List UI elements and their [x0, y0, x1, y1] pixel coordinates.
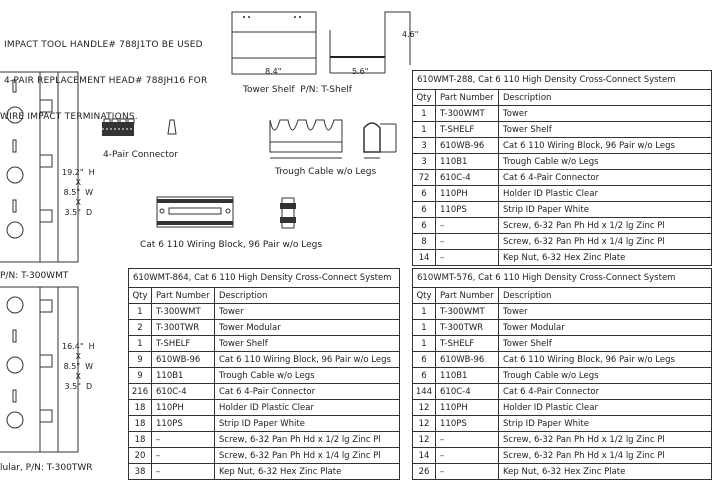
description-cell: Tower Shelf	[499, 336, 712, 352]
qty-cell: 26	[413, 464, 436, 480]
bom-row	[413, 202, 712, 218]
qty-cell: 18	[129, 432, 152, 448]
bom-row	[413, 416, 712, 432]
description-cell: Trough Cable w/o Legs	[499, 154, 712, 170]
description-cell: Cat 6 110 Wiring Block, 96 Pair w/o Legs	[499, 138, 712, 154]
description-cell: Cat 6 110 Wiring Block, 96 Pair w/o Legs	[215, 352, 400, 368]
bom-row	[413, 336, 712, 352]
part-number-cell: 110B1	[152, 368, 215, 384]
qty-cell: 6	[413, 352, 436, 368]
bom-864-body	[129, 304, 400, 480]
tower-twr-width: 8.5" W	[63, 362, 93, 371]
bom-288-header: Qty Part Number Description	[413, 90, 712, 106]
description-cell: Screw, 6-32 Pan Ph Hd x 1/2 lg Zinc Pl	[499, 218, 712, 234]
description-cell: Strip ID Paper White	[499, 416, 712, 432]
description-cell: Holder ID Plastic Clear	[215, 400, 400, 416]
part-number-cell: 110PH	[436, 186, 499, 202]
description-cell: Kep Nut, 6-32 Hex Zinc Plate	[499, 250, 712, 266]
description-cell: Cat 6 4-Pair Connector	[499, 170, 712, 186]
description-cell: Tower Modular	[215, 320, 400, 336]
bom-row	[129, 336, 400, 352]
qty-cell: 3	[413, 138, 436, 154]
description-cell: Tower	[215, 304, 400, 320]
part-number-cell: 110PH	[436, 400, 499, 416]
bom-row	[413, 304, 712, 320]
bom-row	[413, 106, 712, 122]
qty-cell: 14	[413, 448, 436, 464]
description-cell: Kep Nut, 6-32 Hex Zinc Plate	[215, 464, 400, 480]
description-cell: Screw, 6-32 Pan Ph Hd x 1/2 lg Zinc Pl	[499, 432, 712, 448]
bom-row	[129, 352, 400, 368]
description-cell: Trough Cable w/o Legs	[499, 368, 712, 384]
bom-row	[129, 320, 400, 336]
qty-cell: 2	[129, 320, 152, 336]
bom-row	[413, 122, 712, 138]
description-cell: Screw, 6-32 Pan Ph Hd x 1/4 lg Zinc Pl	[499, 234, 712, 250]
bom-row	[129, 368, 400, 384]
qty-cell: 14	[413, 250, 436, 266]
part-number-cell: 110PS	[436, 202, 499, 218]
bom-row	[129, 384, 400, 400]
bom-row	[129, 432, 400, 448]
part-number-cell: –	[152, 464, 215, 480]
qty-cell: 6	[413, 368, 436, 384]
bom-table-864	[128, 268, 400, 480]
description-cell: Holder ID Plastic Clear	[499, 400, 712, 416]
tower-twr-depth: 3.5" D	[64, 382, 93, 391]
bom-row	[129, 304, 400, 320]
part-number-cell: T-300WMT	[436, 304, 499, 320]
bom-row	[413, 170, 712, 186]
qty-cell: 1	[129, 304, 152, 320]
tower-wmt-height: 19.2" H	[62, 168, 95, 177]
part-number-cell: T-300WMT	[436, 106, 499, 122]
qty-cell: 6	[413, 218, 436, 234]
qty-cell: 9	[129, 368, 152, 384]
tower-twr-label: lular, P/N: T-300TWR	[0, 463, 93, 473]
bom-row	[413, 250, 712, 266]
bom-864-header: Qty Part Number Description	[129, 288, 400, 304]
note-line-3: WIRE IMPACT TERMINATIONS.	[0, 112, 138, 122]
wiring-block-label: Cat 6 110 Wiring Block, 96 Pair w/o Legs	[140, 240, 323, 250]
bom-row	[413, 432, 712, 448]
part-number-cell: –	[436, 464, 499, 480]
description-cell: Tower	[499, 106, 712, 122]
bom-row	[129, 464, 400, 480]
part-number-cell: 610C-4	[436, 170, 499, 186]
note-line-2: 4-PAIR REPLACEMENT HEAD# 788JH16 FOR	[4, 76, 208, 86]
qty-cell: 1	[413, 336, 436, 352]
description-cell: Strip ID Paper White	[215, 416, 400, 432]
description-cell: Trough Cable w/o Legs	[215, 368, 400, 384]
qty-cell: 144	[413, 384, 436, 400]
description-cell: Tower Shelf	[499, 122, 712, 138]
bom-864-title: 610WMT-864, Cat 6 110 High Density Cross-Connect System	[129, 269, 400, 288]
bom-row	[129, 448, 400, 464]
bom-row	[413, 234, 712, 250]
bom-row	[413, 448, 712, 464]
shelf-depth-dim: 5.6"	[352, 67, 369, 76]
qty-cell: 3	[413, 154, 436, 170]
bom-row	[413, 352, 712, 368]
part-number-cell: T-SHELF	[436, 336, 499, 352]
qty-cell: 72	[413, 170, 436, 186]
qty-cell: 12	[413, 432, 436, 448]
part-number-cell: –	[436, 432, 499, 448]
description-cell: Screw, 6-32 Pan Ph Hd x 1/4 lg Zinc Pl	[215, 448, 400, 464]
connector-drawing	[100, 118, 180, 148]
description-cell: Cat 6 4-Pair Connector	[499, 384, 712, 400]
description-cell: Tower	[499, 304, 712, 320]
trough-drawing	[268, 118, 408, 168]
trough-label: Trough Cable w/o Legs	[275, 167, 377, 177]
qty-cell: 8	[413, 234, 436, 250]
description-cell: Tower Modular	[499, 320, 712, 336]
part-number-cell: 110PS	[436, 416, 499, 432]
description-cell: Tower Shelf	[215, 336, 400, 352]
bom-table-288	[412, 70, 712, 266]
tower-twr-x2: X	[75, 372, 82, 381]
description-cell: Cat 6 4-Pair Connector	[215, 384, 400, 400]
bom-288-title: 610WMT-288, Cat 6 110 High Density Cross-Connect System	[413, 71, 712, 90]
qty-cell: 18	[129, 416, 152, 432]
qty-cell: 216	[129, 384, 152, 400]
bom-row	[129, 400, 400, 416]
part-number-cell: T-300WMT	[152, 304, 215, 320]
connector-label: 4-Pair Connector	[103, 150, 178, 160]
part-number-cell: 610C-4	[152, 384, 215, 400]
tower-wmt-x2: X	[75, 198, 82, 207]
part-number-cell: 610WB-96	[436, 138, 499, 154]
qty-cell: 12	[413, 400, 436, 416]
bom-row	[413, 400, 712, 416]
part-number-cell: –	[152, 432, 215, 448]
bom-576-title: 610WMT-576, Cat 6 110 High Density Cross-Connect System	[413, 269, 712, 288]
description-cell: Strip ID Paper White	[499, 202, 712, 218]
part-number-cell: 610WB-96	[152, 352, 215, 368]
bom-row	[413, 464, 712, 480]
bom-row	[413, 384, 712, 400]
qty-cell: 6	[413, 186, 436, 202]
part-number-cell: T-SHELF	[152, 336, 215, 352]
qty-cell: 1	[413, 304, 436, 320]
description-cell: Cat 6 110 Wiring Block, 96 Pair w/o Legs	[499, 352, 712, 368]
bom-row	[413, 218, 712, 234]
part-number-cell: –	[152, 448, 215, 464]
description-cell: Screw, 6-32 Pan Ph Hd x 1/4 lg Zinc Pl	[499, 448, 712, 464]
bom-576-header: Qty Part Number Description	[413, 288, 712, 304]
shelf-width-dim: 8.4"	[265, 67, 282, 76]
qty-cell: 1	[413, 122, 436, 138]
qty-cell: 20	[129, 448, 152, 464]
wiring-block-drawing	[155, 195, 335, 235]
note-line-1: IMPACT TOOL HANDLE# 788J1TO BE USED	[4, 40, 203, 50]
part-number-cell: T-SHELF	[436, 122, 499, 138]
tower-twr-x1: X	[75, 352, 82, 361]
qty-cell: 1	[413, 106, 436, 122]
qty-cell: 1	[413, 320, 436, 336]
part-number-cell: 110B1	[436, 368, 499, 384]
description-cell: Kep Nut, 6-32 Hex Zinc Plate	[499, 464, 712, 480]
part-number-cell: 110PS	[152, 416, 215, 432]
qty-cell: 9	[129, 352, 152, 368]
tower-wmt-x1: X	[75, 178, 82, 187]
bom-288-body	[413, 106, 712, 266]
part-number-cell: 110PH	[152, 400, 215, 416]
part-number-cell: –	[436, 218, 499, 234]
part-number-cell: –	[436, 250, 499, 266]
tower-wmt-dims	[62, 168, 95, 218]
bom-row	[413, 186, 712, 202]
bom-row	[413, 154, 712, 170]
tower-wmt-label: P/N: T-300WMT	[0, 271, 69, 281]
bom-row	[413, 368, 712, 384]
bom-576-body	[413, 304, 712, 480]
part-number-cell: 110B1	[436, 154, 499, 170]
part-number-cell: T-300TWR	[436, 320, 499, 336]
bom-row	[413, 138, 712, 154]
part-number-cell: 610WB-96	[436, 352, 499, 368]
tower-wmt-width: 8.5" W	[63, 188, 93, 197]
qty-cell: 18	[129, 400, 152, 416]
qty-cell: 6	[413, 202, 436, 218]
part-number-cell: –	[436, 234, 499, 250]
part-number-cell: –	[436, 448, 499, 464]
qty-cell: 12	[413, 416, 436, 432]
tower-twr-dims	[62, 342, 95, 392]
tower-shelf-label: Tower Shelf P/N: T-Shelf	[243, 85, 352, 95]
qty-cell: 1	[129, 336, 152, 352]
bom-row	[129, 416, 400, 432]
bom-table-576	[412, 268, 712, 480]
bom-row	[413, 320, 712, 336]
shelf-height-dim: 4.6"	[402, 30, 419, 39]
tower-twr-height: 16.4" H	[62, 342, 95, 351]
part-number-cell: 610C-4	[436, 384, 499, 400]
qty-cell: 38	[129, 464, 152, 480]
description-cell: Holder ID Plastic Clear	[499, 186, 712, 202]
tower-wmt-depth: 3.5" D	[64, 208, 93, 217]
part-number-cell: T-300TWR	[152, 320, 215, 336]
description-cell: Screw, 6-32 Pan Ph Hd x 1/2 lg Zinc Pl	[215, 432, 400, 448]
